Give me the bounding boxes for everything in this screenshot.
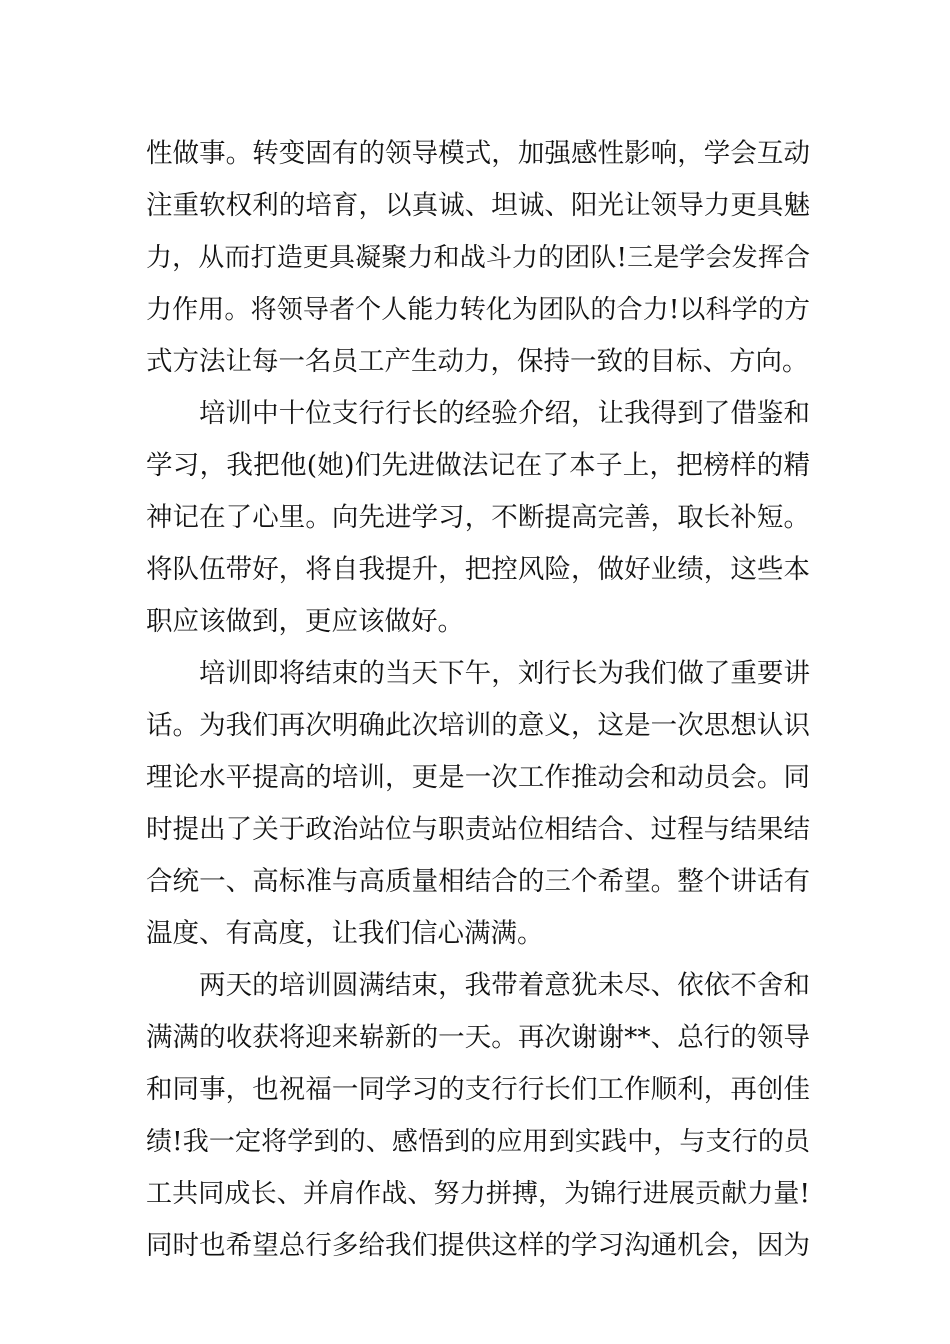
text-line: 将队伍带好，将自我提升，把控风险，做好业绩，这些本 [146, 554, 810, 585]
text-line: 神记在了心里。向先进学习，不断提高完善，取长补短。 [146, 502, 810, 533]
text-line: 时提出了关于政治站位与职责站位相结合、过程与结果结 [146, 814, 810, 845]
text-line: 培训中十位支行行长的经验介绍，让我得到了借鉴和 [199, 398, 810, 429]
text-line: 力作用。将领导者个人能力转化为团队的合力!以科学的方 [146, 295, 810, 325]
text-line: 同时也希望总行多给我们提供这样的学习沟通机会，因为 [146, 1230, 810, 1261]
text-line: 两天的培训圆满结束，我带着意犹未尽、依依不舍和 [199, 970, 810, 1001]
text-line: 注重软权利的培育，以真诚、坦诚、阳光让领导力更具魅 [146, 190, 810, 221]
text-line: 温度、有高度，让我们信心满满。 [146, 918, 544, 949]
text-line: 式方法让每一名员工产生动力，保持一致的目标、方向。 [146, 346, 809, 377]
text-line: 绩!我一定将学到的、感悟到的应用到实践中，与支行的员 [146, 1127, 810, 1157]
text-line: 性做事。转变固有的领导模式，加强感性影响，学会互动 [146, 138, 810, 169]
text-line: 理论水平提高的培训，更是一次工作推动会和动员会。同 [146, 762, 810, 793]
text-line: 和同事，也祝福一同学习的支行行长们工作顺利，再创佳 [146, 1074, 810, 1105]
text-line: 职应该做到，更应该做好。 [146, 606, 464, 637]
text-line: 合统一、高标准与高质量相结合的三个希望。整个讲话有 [146, 866, 810, 897]
text-line: 话。为我们再次明确此次培训的意义，这是一次思想认识 [146, 710, 810, 741]
text-line: 力，从而打造更具凝聚力和战斗力的团队!三是学会发挥合 [146, 243, 810, 273]
body-text [146, 128, 810, 1272]
text-line: 培训即将结束的当天下午，刘行长为我们做了重要讲 [199, 658, 810, 689]
text-line: 满满的收获将迎来崭新的一天。再次谢谢**、总行的领导 [146, 1022, 810, 1053]
text-line: 学习，我把他(她)们先进做法记在了本子上，把榜样的精 [146, 450, 810, 481]
text-line: 工共同成长、并肩作战、努力拼搏，为锦行进展贡献力量! [146, 1179, 810, 1209]
